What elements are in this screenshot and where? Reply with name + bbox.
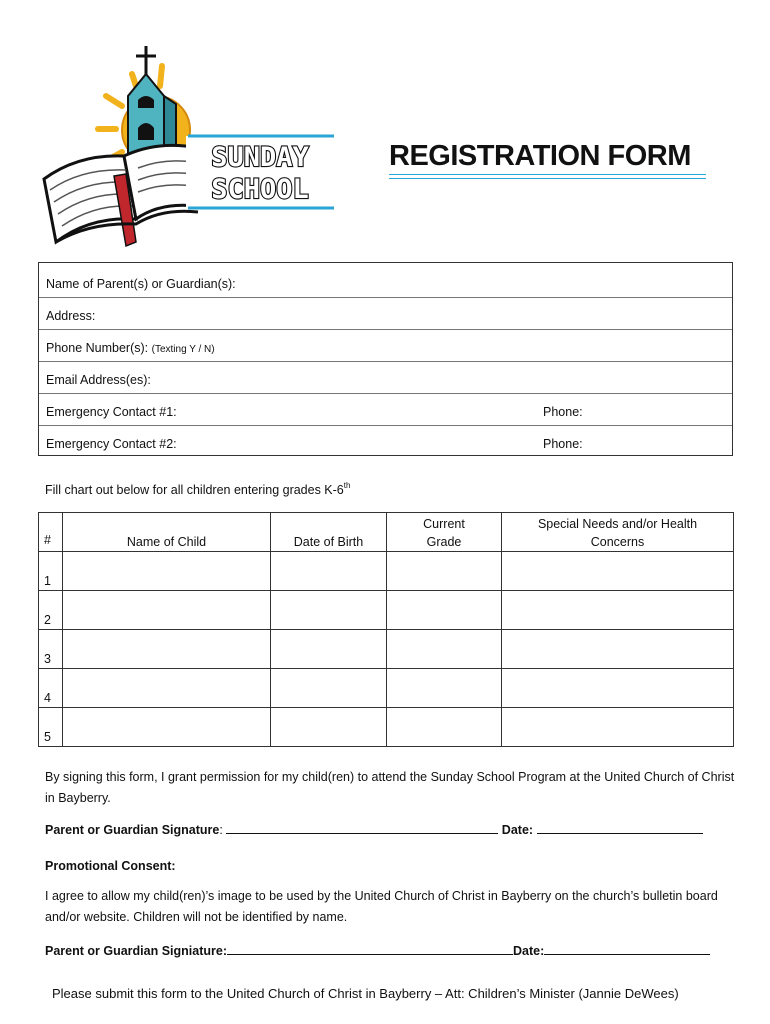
table-row	[39, 708, 734, 747]
table-row	[39, 552, 734, 591]
needs-cell[interactable]	[502, 591, 734, 630]
header-number: #	[39, 513, 63, 552]
dob-cell[interactable]	[271, 591, 387, 630]
consent-text: I agree to allow my child(ren)’s image to be used by the United Church of Christ in Bayberry on the church’s bulletin board and/or website. Children will not be identified by name.	[45, 889, 718, 924]
signature-label-1: Parent or Guardian Signature	[45, 823, 220, 837]
dob-cell[interactable]	[271, 552, 387, 591]
fill-chart-note: Fill chart out below for all children entering grades K-6th	[45, 481, 351, 497]
texting-note: (Texting Y / N)	[151, 344, 215, 355]
signature-row-1: Parent or Guardian Signature: Date:	[45, 823, 703, 837]
sunday-school-logo	[38, 44, 338, 249]
grade-cell[interactable]	[387, 708, 502, 747]
row-number: 4	[39, 669, 63, 708]
emergency-contact-2-label: Emergency Contact #2:	[46, 437, 177, 451]
bible-icon	[44, 145, 198, 246]
consent-title: Promotional Consent:	[45, 859, 176, 873]
title-underline	[389, 174, 706, 175]
contact-info-box	[38, 262, 733, 456]
table-row	[39, 591, 734, 630]
emergency-contact-2-field[interactable]	[39, 425, 732, 457]
child-name-cell[interactable]	[63, 591, 271, 630]
email-label: Email Address(es):	[46, 373, 151, 387]
phone-numbers-field[interactable]	[39, 329, 732, 361]
header-date-of-birth: Date of Birth	[271, 513, 387, 552]
emergency-contact-1-label: Emergency Contact #1:	[46, 405, 177, 419]
phone-numbers-label: Phone Number(s): (Texting Y / N)	[46, 341, 215, 355]
grade-cell[interactable]	[387, 669, 502, 708]
row-number: 2	[39, 591, 63, 630]
address-field[interactable]	[39, 297, 732, 329]
date-line-2[interactable]	[544, 944, 710, 955]
dob-cell[interactable]	[271, 630, 387, 669]
logo-line-1: SUNDAY	[211, 142, 309, 173]
header-special-needs: Special Needs and/or Health Concerns	[502, 513, 734, 552]
emergency-contact-1-field[interactable]	[39, 393, 732, 425]
title-underline-2	[389, 178, 706, 179]
dob-cell[interactable]	[271, 669, 387, 708]
row-number: 1	[39, 552, 63, 591]
parent-name-label: Name of Parent(s) or Guardian(s):	[46, 277, 236, 291]
dob-cell[interactable]	[271, 708, 387, 747]
child-name-cell[interactable]	[63, 669, 271, 708]
needs-cell[interactable]	[502, 552, 734, 591]
table-row	[39, 630, 734, 669]
grade-cell[interactable]	[387, 552, 502, 591]
date-label-1: Date:	[501, 823, 534, 837]
table-row	[39, 669, 734, 708]
emergency-phone-2-label: Phone:	[543, 437, 583, 451]
signature-row-2	[45, 944, 710, 958]
needs-cell[interactable]	[502, 630, 734, 669]
address-label: Address:	[46, 309, 96, 323]
children-table	[38, 512, 734, 747]
date-label-2: Date:	[512, 944, 545, 958]
grade-cell[interactable]	[387, 630, 502, 669]
submission-note: Please submit this form to the United Church of Christ in Bayberry – Att: Children’s Minister (Jannie DeWees)	[52, 986, 679, 1001]
header-child-name: Name of Child	[63, 513, 271, 552]
parent-name-field[interactable]	[39, 265, 732, 297]
grade-cell[interactable]	[387, 591, 502, 630]
needs-cell[interactable]	[502, 708, 734, 747]
child-name-cell[interactable]	[63, 708, 271, 747]
signature-label-2: Parent or Guardian Signiature:	[45, 944, 227, 958]
row-number: 5	[39, 708, 63, 747]
email-field[interactable]	[39, 361, 732, 393]
permission-text: By signing this form, I grant permission for my child(ren) to attend the Sunday School Program at the United Church of Christ in Bayberry.	[45, 770, 735, 805]
needs-cell[interactable]	[502, 669, 734, 708]
signature-line-1[interactable]	[226, 823, 498, 834]
page-title: REGISTRATION FORM	[389, 140, 691, 172]
logo-line-2: SCHOOL	[211, 174, 309, 205]
row-number: 3	[39, 630, 63, 669]
child-name-cell[interactable]	[63, 630, 271, 669]
date-line-1[interactable]	[537, 823, 703, 834]
table-header-row	[39, 513, 734, 552]
child-name-cell[interactable]	[63, 552, 271, 591]
signature-line-2[interactable]	[227, 944, 513, 955]
header-current-grade: Current Grade	[387, 513, 502, 552]
emergency-phone-1-label: Phone:	[543, 405, 583, 419]
